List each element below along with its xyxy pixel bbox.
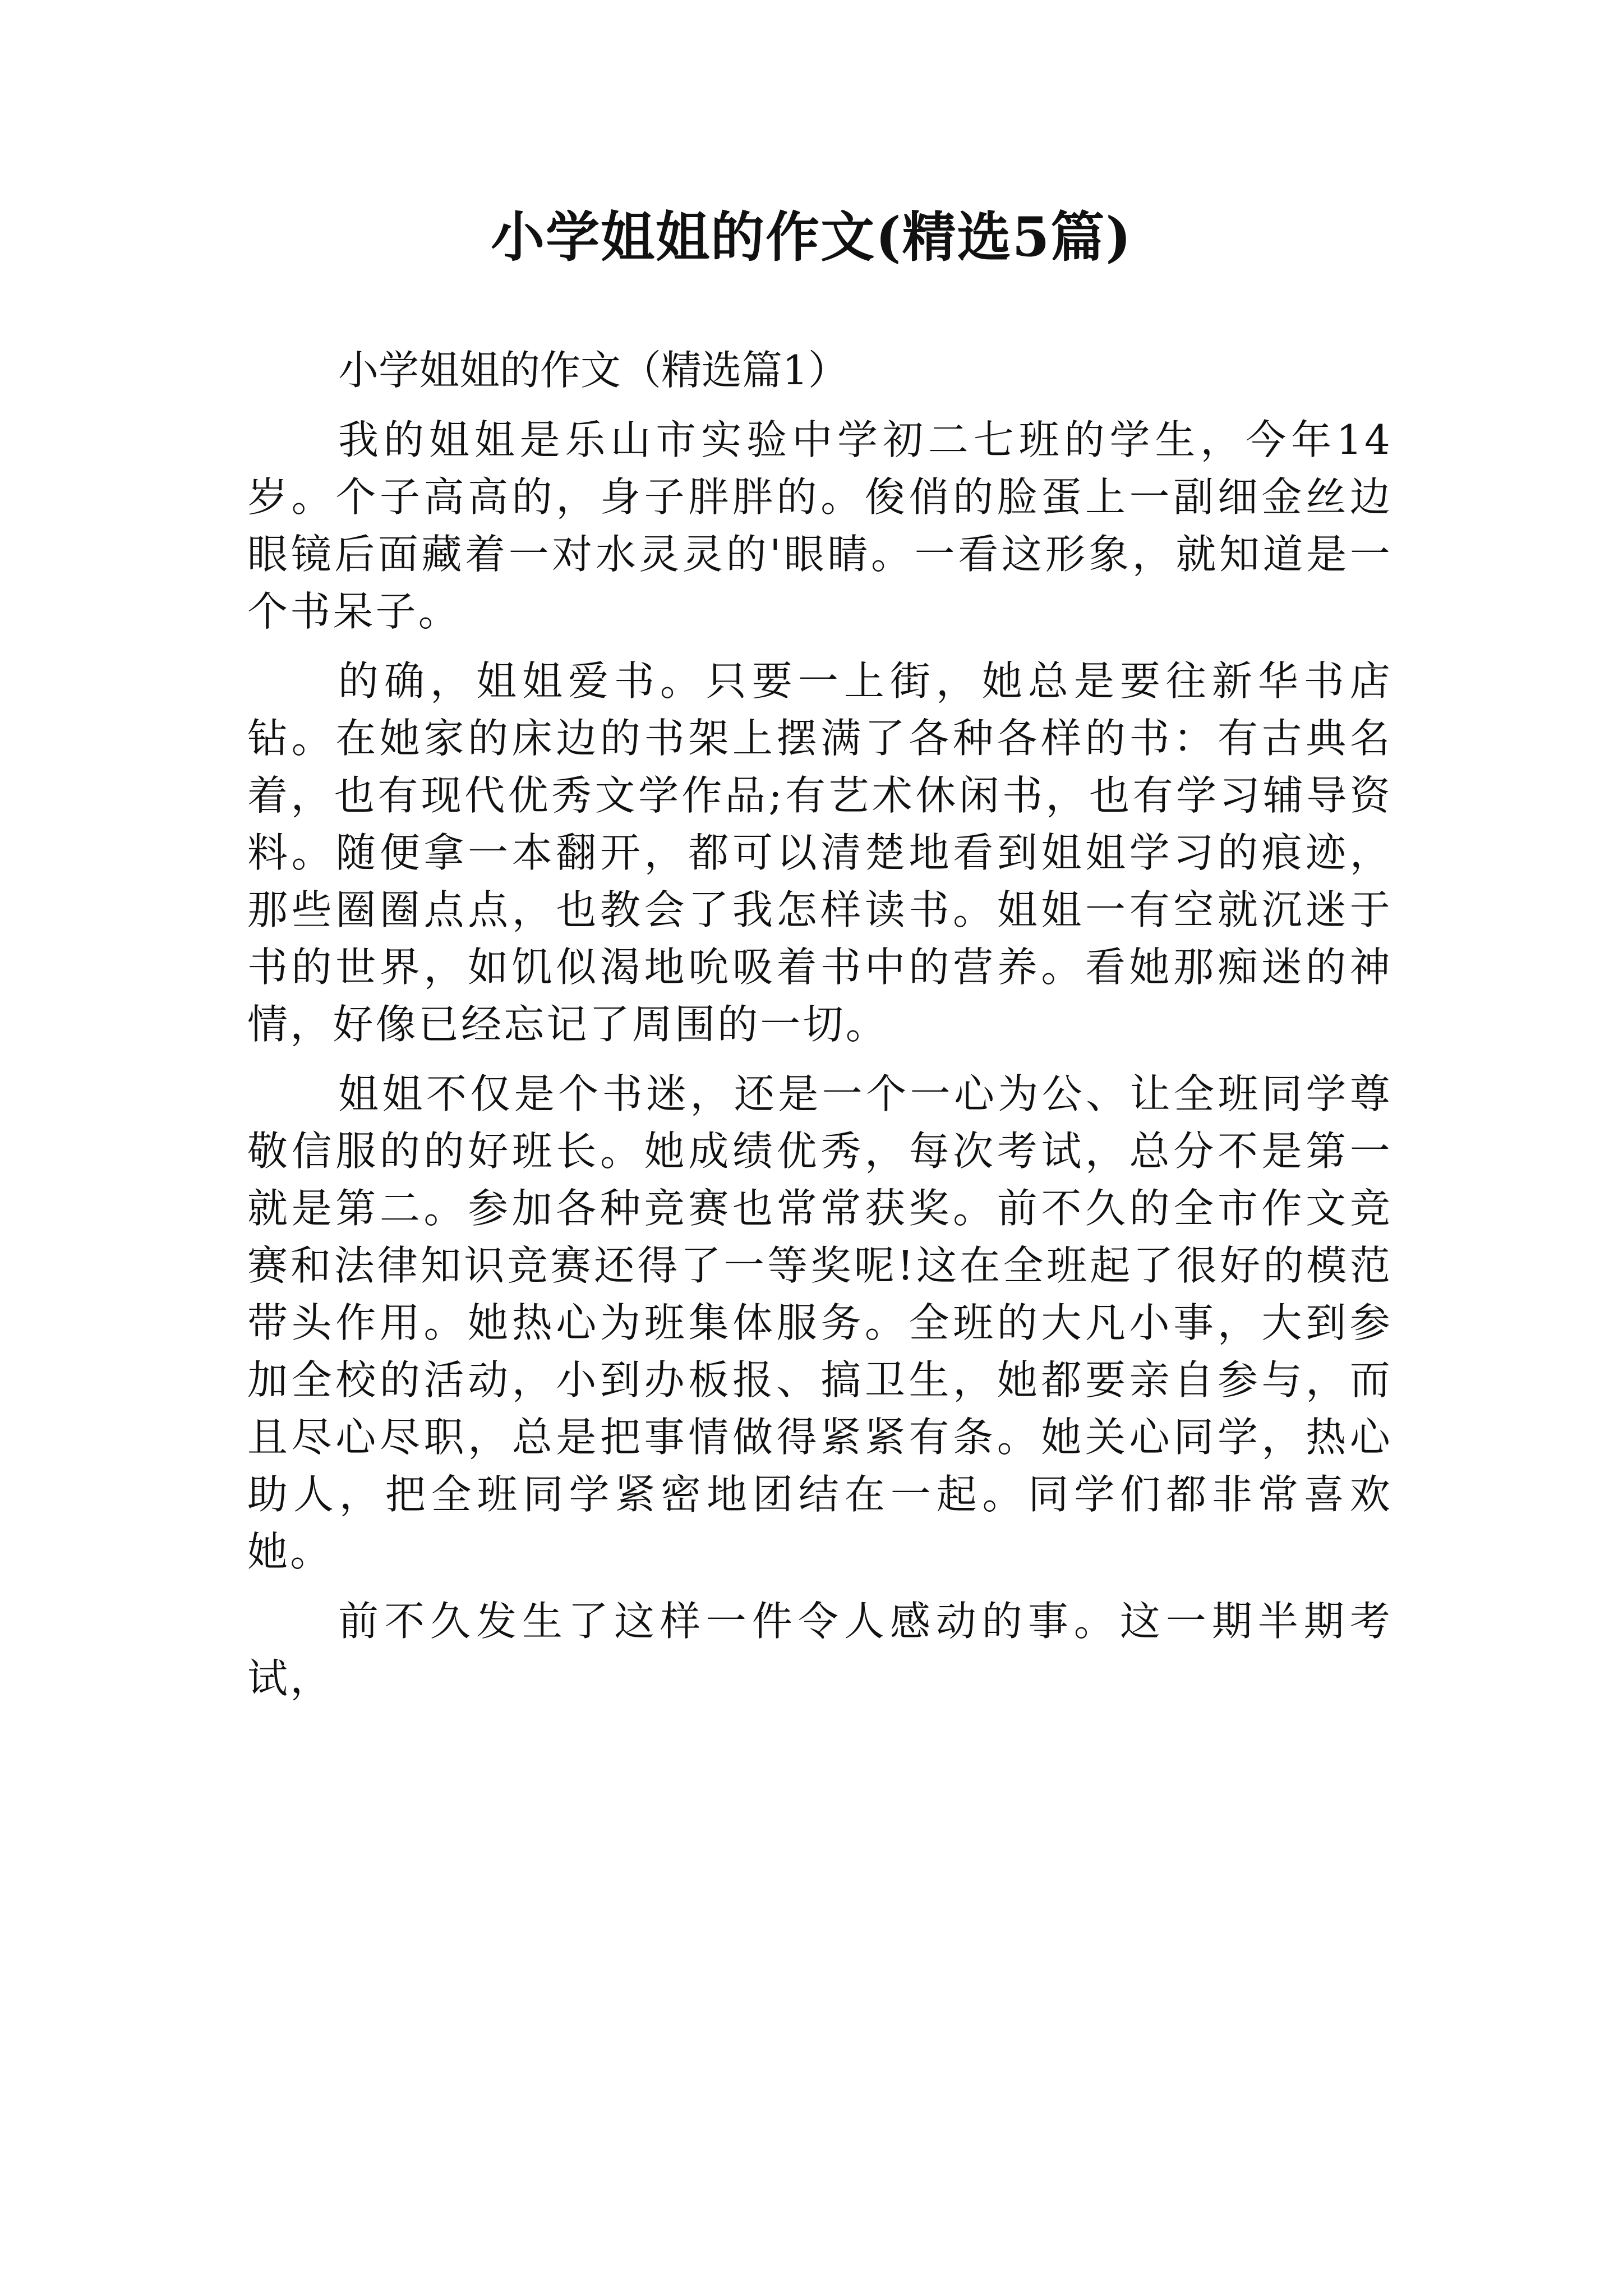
- paragraph-1: 我的姐姐是乐山市实验中学初二七班的学生，今年14岁。个子高高的，身子胖胖的。俊俏的脸蛋上一副细金丝边眼镜后面藏着一对水灵灵的'眼睛。一看这形象，就知道是一个书呆子。: [247, 416, 1393, 635]
- section-heading: 小学姐姐的作文（精选篇1）: [338, 347, 849, 394]
- document-body: [247, 342, 1393, 1719]
- paragraph-2: 的确，姐姐爱书。只要一上街，她总是要往新华书店钻。在她家的床边的书架上摆满了各种各样的书：有古典名着，也有现代优秀文学作品;有艺术休闲书，也有学习辅导资料。随便拿一本翻开，都可以清楚地看到姐姐学习的痕迹，那些圈圈点点，也教会了我怎样读书。姐姐一有空就沉迷于书的世界，如饥似渴地吮吸着书中的营养。看她那痴迷的神情，好像已经忘记了周围的一切。: [247, 657, 1393, 1048]
- document-title: 小学姐姐的作文(精选5篇): [491, 205, 1132, 269]
- paragraph-3: 姐姐不仅是个书迷，还是一个一心为公、让全班同学尊敬信服的的好班长。她成绩优秀，每次考试，总分不是第一就是第二。参加各种竞赛也常常获奖。前不久的全市作文竞赛和法律知识竞赛还得了一等奖呢!这在全班起了很好的模范带头作用。她热心为班集体服务。全班的大凡小事，大到参加全校的活动，小到办板报、搞卫生，她都要亲自参与，而且尽心尽职，总是把事情做得紧紧有条。她关心同学，热心助人，把全班同学紧密地团结在一起。同学们都非常喜欢她。: [247, 1070, 1393, 1575]
- paragraph-4: 前不久发生了这样一件令人感动的事。这一期半期考试，: [247, 1598, 1393, 1702]
